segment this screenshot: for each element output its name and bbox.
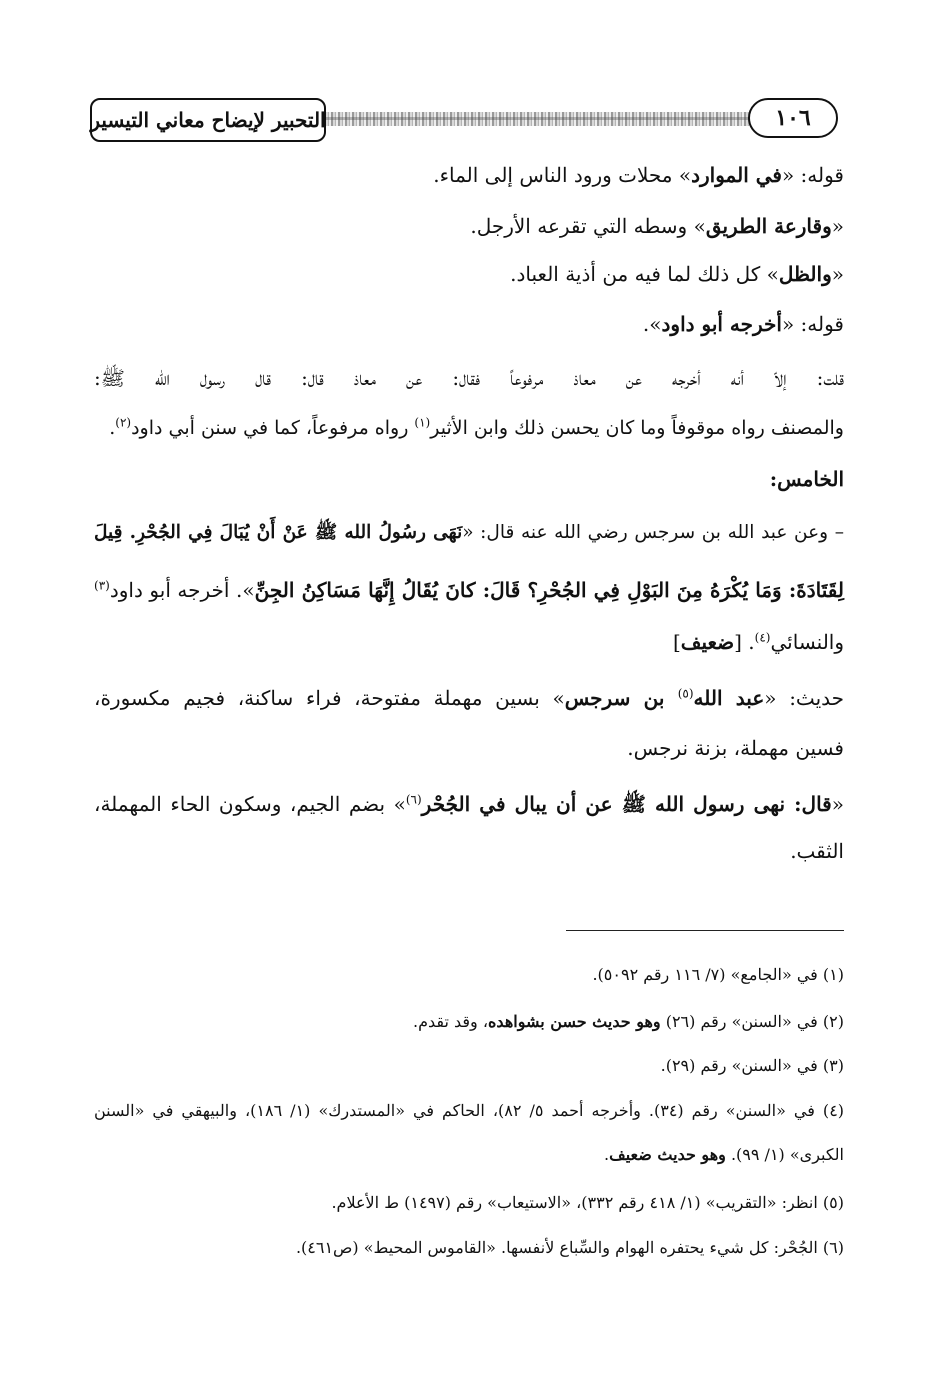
text-line <box>109 413 844 443</box>
text-line <box>94 683 844 713</box>
book-title: التحبير لإيضاح معاني التيسير <box>90 98 326 142</box>
bold-term: وقارعة الطريق <box>705 214 832 238</box>
hadith-text: لِقَتَادَةَ: وَمَا يُكْرَهُ مِنَ البَوْلِ فِي الجُحْرِ؟ قَالَ: كانَ يُقَالُ إِنَّهَا مَسَاكِنُ الجِنِّ <box>254 578 844 602</box>
page-header <box>84 96 844 146</box>
bold-term: في الموارد <box>691 163 782 187</box>
footnote <box>331 1191 844 1215</box>
text-span: ». أخرجه أبو داود <box>109 578 255 602</box>
text-span: « <box>831 262 844 286</box>
text-span: . <box>109 417 116 439</box>
text-line <box>510 259 844 289</box>
text-span: » بسين مهملة مفتوحة، فراء ساكنة، فجيم مكسورة، <box>94 686 565 710</box>
footnote-text: (١) في «الجامع» (٧/ ١١٦ رقم ٥٠٩٢). <box>592 965 844 984</box>
text-span: » وسطه التي تقرعه الأرجل. <box>470 214 706 238</box>
text-span: فسين مهملة، بزنة نرجس. <box>627 736 844 760</box>
text-line <box>94 789 844 819</box>
footnote <box>94 1099 844 1123</box>
text-span: قلت: إلاّ أنه أخرجه عن معاذ مرفوعاً فقال: عن معاذ قال: قال رسول الله ﷺ: <box>94 366 844 390</box>
text-span: والمصنف رواه موقوفاً وما كان يحسن ذلك وابن الأثير <box>430 417 844 439</box>
bold-term: بن سرجس <box>564 686 678 710</box>
text-span: ] <box>672 630 681 654</box>
text-span: حديث: « <box>764 686 844 710</box>
heading-text: الخامس: <box>769 467 844 491</box>
grading-label: ضعيف <box>680 630 735 654</box>
text-span: والنسائي <box>770 630 844 654</box>
text-span: قوله: « <box>781 163 844 187</box>
text-line <box>790 836 844 866</box>
footnote-ref: (١) <box>414 415 431 430</box>
text-line <box>627 733 844 763</box>
footnote-ref: (٤) <box>754 630 771 645</box>
footnote-ref: (٥) <box>677 686 694 701</box>
footnote-ref: (٢) <box>115 415 132 430</box>
footnote <box>296 1236 844 1260</box>
bold-term: قال: نهى رسول الله ﷺ عن أن يبال في الجُحْر <box>421 792 832 816</box>
text-span: – وعن عبد الله بن سرجس رضي الله عنه قال: « <box>462 522 844 543</box>
footnote <box>604 1143 844 1167</box>
text-span: رواه مرفوعاً، كما في سنن أبي داود <box>131 417 415 439</box>
text-span: « <box>831 214 844 238</box>
bold-term: أخرجه أبو داود <box>661 312 782 336</box>
text-span: الثقب. <box>790 839 844 863</box>
text-span: ». <box>642 312 662 336</box>
text-line <box>433 160 844 190</box>
footnote-text: (٣) في «السنن» رقم (٢٩). <box>660 1056 844 1075</box>
text-line <box>94 363 844 393</box>
text-line <box>673 627 844 657</box>
text-span: قوله: « <box>781 312 844 336</box>
footnote-text: ، وقد تقدم. <box>412 1012 489 1031</box>
footnote-bold: وهو حديث حسن بشواهده <box>488 1012 661 1031</box>
text-span: « <box>831 792 844 816</box>
text-line <box>94 518 844 548</box>
footnote-text: (٥) انظر: «التقريب» (١/ ٤١٨ رقم ٣٣٢)، «الاستيعاب» رقم (١٤٩٧) ط الأعلام. <box>331 1193 844 1212</box>
bold-term: والظل <box>778 262 832 286</box>
footnote <box>592 963 844 987</box>
footnote-text: (٦) الجُحْر: كل شيء يحتفره الهوام والسِّباع لأنفسها. «القاموس المحيط» (ص٤٦١). <box>295 1238 844 1257</box>
footnote-bold: وهو حديث ضعيف <box>609 1145 726 1164</box>
footnote-separator <box>566 930 844 931</box>
text-line <box>470 211 844 241</box>
footnote <box>413 1010 844 1034</box>
section-heading <box>770 464 844 494</box>
footnote-ref: (٦) <box>405 792 422 807</box>
hadith-text: نَهَى رسُولُ الله ﷺ عَنْ أَنْ يُبَالَ فِي الجُحْرِ. قِيلَ <box>94 522 463 543</box>
text-line <box>94 575 844 605</box>
footnote-text: . <box>604 1145 610 1164</box>
text-span: » بضم الجيم، وسكون الحاء المهملة، <box>94 792 406 816</box>
page-number: ١٠٦ <box>748 98 838 138</box>
footnote-text: (٤) في «السنن» رقم (٣٤). وأخرجه أحمد ٥/ ٨٢)، الحاكم في «المستدرك» (١/ ١٨٦)، والبيهقي في «السنن <box>94 1101 845 1120</box>
footnote <box>661 1054 844 1078</box>
text-span: » محلات ورود الناس إلى الماء. <box>433 163 692 187</box>
text-line <box>643 309 844 339</box>
text-span: . [ <box>734 630 755 654</box>
footnote-ref: (٣) <box>94 578 110 593</box>
footnote-text: الكبرى» (١/ ٩٩). <box>725 1145 844 1164</box>
text-span: » كل ذلك لما فيه من أذية العباد. <box>510 262 779 286</box>
bold-term: عبد الله <box>693 686 765 710</box>
footnote-text: (٢) في «السنن» رقم (٢٦) <box>660 1012 844 1031</box>
